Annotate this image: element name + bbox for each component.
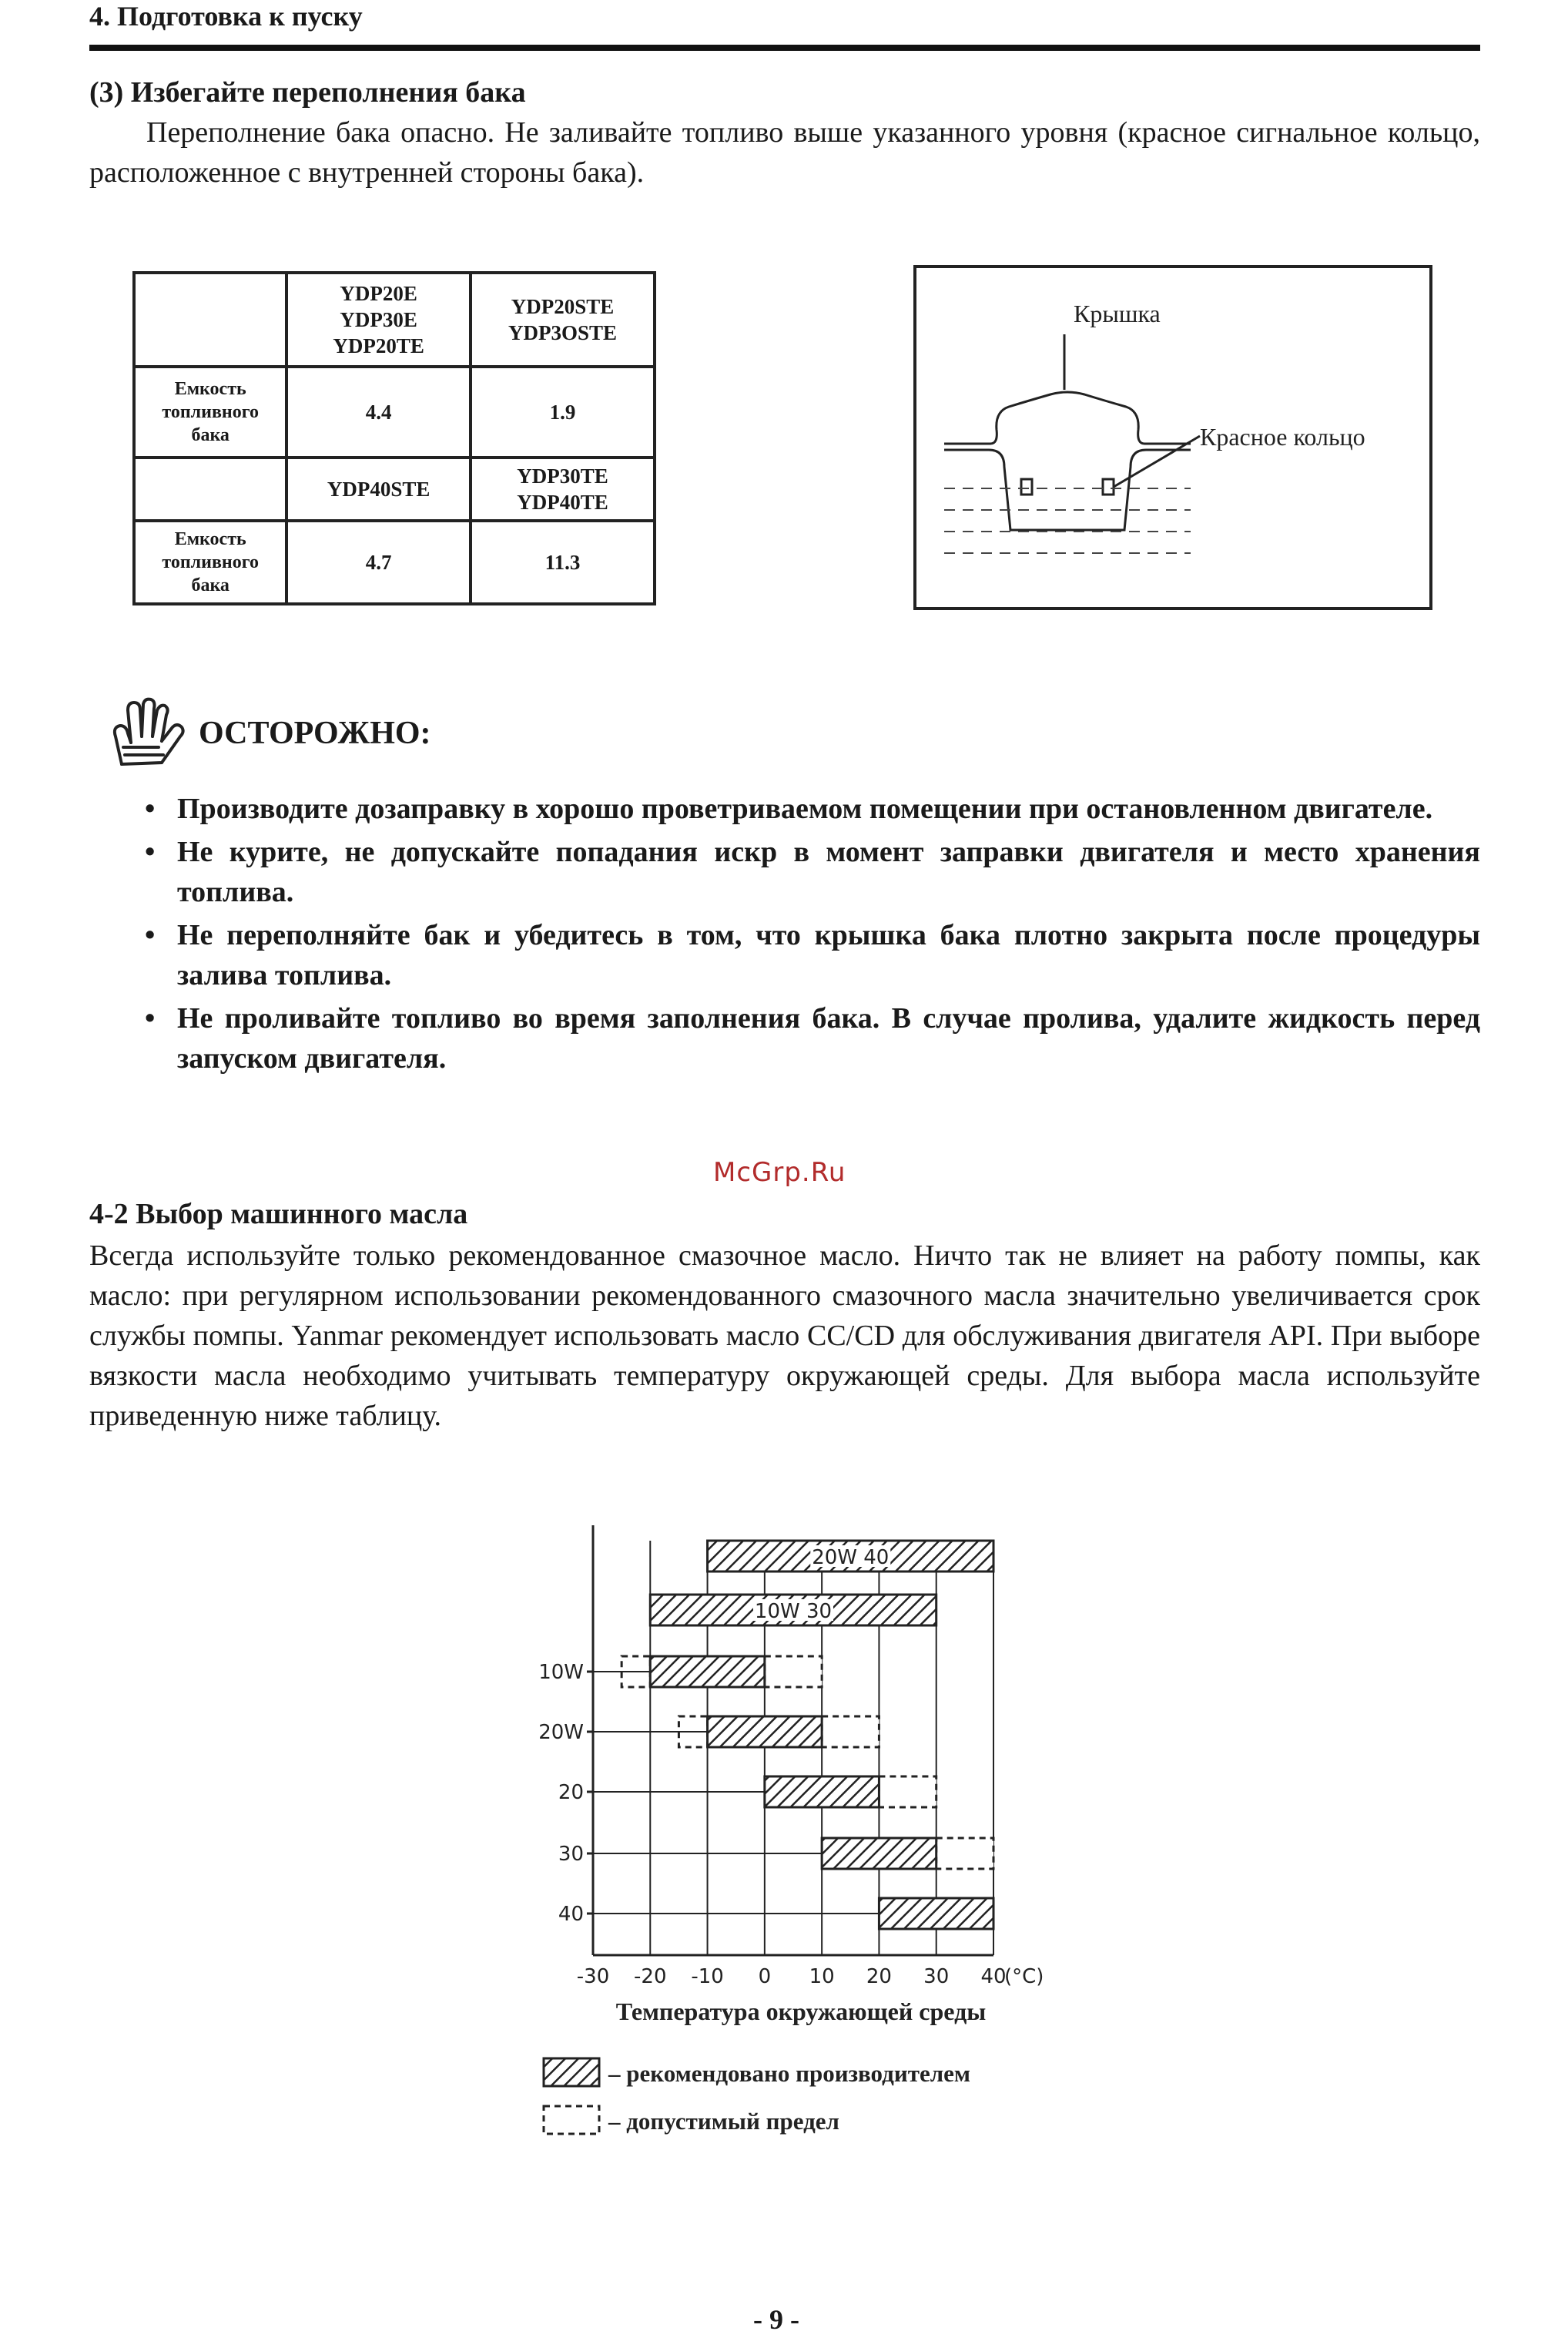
capacity-value: 1.9: [471, 367, 655, 458]
allowed-range-bar: [936, 1838, 993, 1869]
x-axis-label: Температура окружающей среды: [615, 1997, 987, 2025]
caution-item: • Не переполняйте бак и убедитесь в том, что крышка бака плотно закрыта после процедуры залива топлива.: [139, 915, 1480, 995]
model-name: YDP30E: [340, 308, 417, 331]
series-label: 10W: [538, 1661, 584, 1684]
cap-label: Крышка: [1074, 300, 1161, 327]
section42-heading: 4-2 Выбор машинного масла: [89, 1198, 468, 1230]
watermark: McGrp.Ru: [713, 1157, 846, 1188]
header-rule: [89, 45, 1480, 51]
allowed-range-bar: [765, 1656, 822, 1687]
caution-list: [139, 789, 1480, 1082]
legend-dashed-swatch: [544, 2106, 599, 2134]
capacity-label: [134, 367, 286, 458]
x-tick-label: -30: [576, 1965, 610, 1988]
recommended-range-bar: [708, 1716, 823, 1747]
allowed-range-bar: [822, 1716, 879, 1747]
label-line: топливного: [162, 552, 260, 572]
chart-bars: [538, 1541, 993, 1929]
recommended-range-bar: [879, 1898, 993, 1929]
x-tick-label: 10: [809, 1965, 835, 1988]
model-name: YDP30TE: [517, 465, 608, 488]
x-tick-label: 30: [923, 1965, 950, 1988]
x-unit-label: (°C): [1004, 1965, 1044, 1988]
x-tick-label: 20: [866, 1965, 892, 1988]
model-name: YDP20TE: [333, 334, 424, 357]
page-header: 4. Подготовка к пуску: [89, 1, 363, 32]
x-tick-label: -20: [634, 1965, 667, 1988]
caution-title: ОСТОРОЖНО:: [199, 716, 431, 751]
models-cell: [471, 458, 655, 521]
x-tick-label: 0: [758, 1965, 772, 1988]
model-name: YDP40TE: [517, 491, 608, 514]
label-line: Емкость: [174, 529, 246, 549]
ring-label: Красное кольцо: [1200, 423, 1365, 451]
x-tick-label: -10: [691, 1965, 724, 1988]
legend-label: – рекомендовано производителем: [608, 2060, 970, 2087]
section42-text: Всегда используйте только рекомендованное смазочное масло. Ничто так не влияет на работу помпы, как масло: при регулярном использовании рекомендованного смазочного масла значительно увеличивается срок службы помпы. Yanmar рекомендует использовать масло CC/CD для обслуживания двигателя API. При выборе вязкости масла необходимо учитывать температуру окружающей среды. Для выбора масла используйте приведенную ниже таблицу.: [89, 1239, 1480, 1432]
recommended-range-bar: [765, 1776, 879, 1807]
capacity-label: [134, 521, 286, 604]
empty-cell: [134, 458, 286, 521]
label-line: топливного: [162, 402, 260, 422]
label-line: Емкость: [174, 379, 246, 399]
allowed-range-bar: [879, 1776, 936, 1807]
page-number: - 9 -: [753, 2304, 799, 2335]
series-label: 20W 40: [812, 1546, 890, 1569]
model-name: YDP3OSTE: [508, 321, 617, 344]
tank-capacity-table: [132, 271, 656, 605]
legend-label: – допустимый предел: [608, 2108, 839, 2135]
capacity-value: 4.4: [286, 367, 471, 458]
tank-figure: [913, 265, 1432, 610]
recommended-range-bar: [822, 1838, 936, 1869]
section3-heading: (3) Избегайте переполнения бака: [89, 76, 526, 109]
capacity-value: 4.7: [286, 521, 471, 604]
label-line: бака: [191, 425, 230, 445]
label-line: бака: [191, 575, 230, 595]
models-cell: YDP40STE: [286, 458, 471, 521]
oil-viscosity-chart: [493, 1502, 1109, 2165]
caution-item: • Не курите, не допускайте попадания искр в момент заправки двигателя и место хранения топлива.: [139, 832, 1480, 912]
series-label: 10W 30: [754, 1600, 833, 1623]
x-tick-label: 40: [980, 1965, 1007, 1988]
series-label: 30: [558, 1843, 584, 1866]
warning-hand-icon: [108, 696, 188, 770]
empty-cell: [134, 273, 286, 367]
chart-ticks: [577, 1965, 1044, 1988]
series-label: 20: [558, 1781, 584, 1804]
caution-item: • Не проливайте топливо во время заполнения бака. В случае пролива, удалите жидкость перед запуском двигателя.: [139, 998, 1480, 1078]
caution-item: • Производите дозаправку в хорошо проветриваемом помещении при остановленном двигателе.: [139, 789, 1480, 829]
series-label: 40: [558, 1903, 584, 1926]
recommended-range-bar: [650, 1656, 765, 1687]
legend-hatched-swatch: [544, 2058, 599, 2086]
model-name: YDP20E: [340, 282, 417, 305]
section3-text: Переполнение бака опасно. Не заливайте топливо выше указанного уровня (красное сигнальное кольцо, расположенное с внутренней стороны бака).: [89, 116, 1480, 189]
series-label: 20W: [538, 1721, 584, 1744]
capacity-value: 11.3: [471, 521, 655, 604]
models-cell: [471, 273, 655, 367]
model-name: YDP20STE: [511, 295, 615, 318]
models-cell: [286, 273, 471, 367]
